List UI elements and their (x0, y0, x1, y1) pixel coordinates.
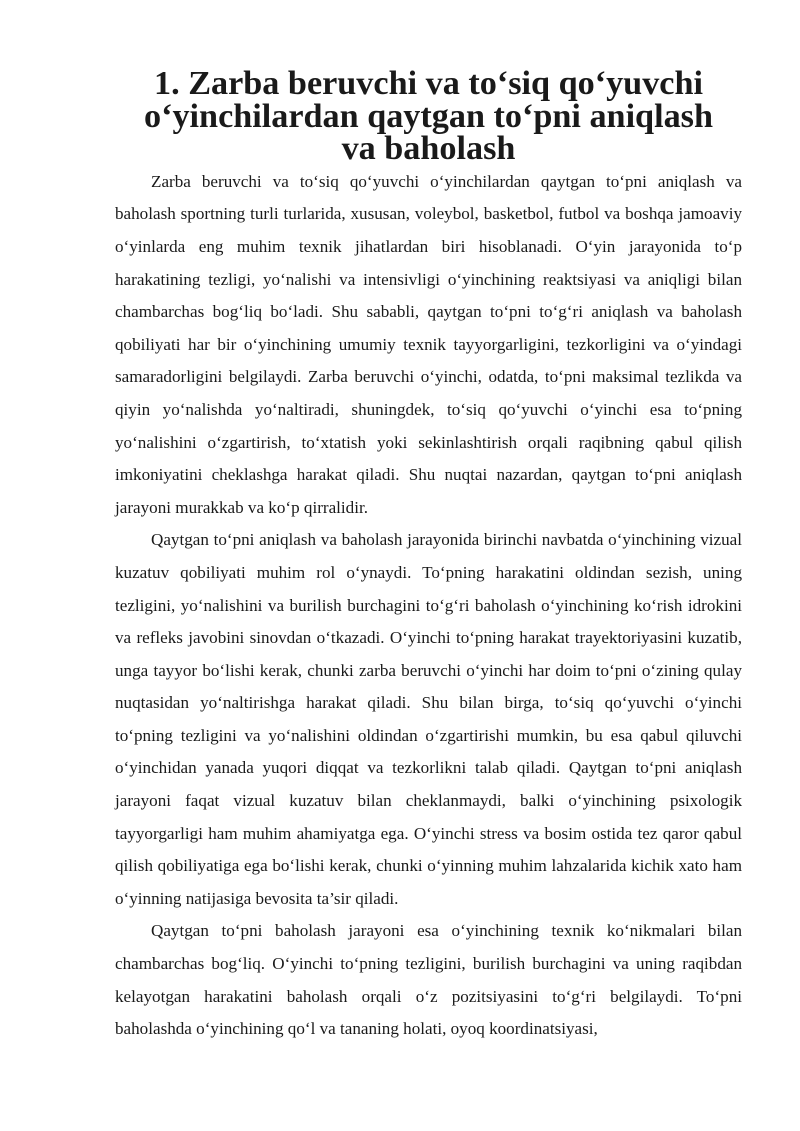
document-body (115, 65, 742, 1046)
section-heading (115, 65, 742, 168)
section-heading-line-2: va baholash (341, 130, 516, 168)
paragraph-1: Zarba beruvchi va to‘siq qo‘yuvchi o‘yinchilardan qaytgan to‘pni aniqlash va baholash sportning turli turlarida, xususan, voleybol, basketbol, futbol va boshqa jamoaviy o‘yinlarda eng muhim texnik jihatlardan biri hisoblanadi. O‘yin jarayonida to‘p harakatining tezligi, yo‘nalishi va intensivligi o‘yinchining reaktsiyasi va aniqligi bilan chambarchas bog‘liq bo‘ladi. Shu sababli, qaytgan to‘pni to‘g‘ri aniqlash va baholash qobiliyati har bir o‘yinchining umumiy texnik tayyorgarligini, tezkorligini va o‘yindagi samaradorligini belgilaydi. Zarba beruvchi o‘yinchi, odatda, to‘pni maksimal tezlikda va qiyin yo‘nalishda yo‘naltiradi, shuningdek, to‘siq qo‘yuvchi o‘yinchi esa to‘pning yo‘nalishini o‘zgartirish, to‘xtatish yoki sekinlashtirish orqali raqibning qabul qilish imkoniyatini cheklashga harakat qiladi. Shu nuqtai nazardan, qaytgan to‘pni aniqlash jarayoni murakkab va ko‘p qirralidir. (115, 171, 742, 517)
paragraph-3: Qaytgan to‘pni baholash jarayoni esa o‘yinchining texnik ko‘nikmalari bilan chambarchas bog‘liq. O‘yinchi to‘pning tezligini, burilish burchagini va uning raqibdan kelayotgan harakatini baholash orqali o‘z pozitsiyasini to‘g‘ri belgilaydi. To‘pni baholashda o‘yinchining qo‘l va tananing holati, oyoq koordinatsiyasi, (115, 921, 742, 1039)
paragraph-2: Qaytgan to‘pni aniqlash va baholash jarayonida birinchi navbatda o‘yinchining vizual kuzatuv qobiliyati muhim rol o‘ynaydi. To‘pning harakatini oldindan sezish, uning tezligini, yo‘nalishini va burilish burchagini to‘g‘ri baholash o‘yinchining ko‘rish idrokini va refleks javobini sinovdan o‘tkazadi. O‘yinchi to‘pning harakat trayektoriyasini kuzatib, unga tayyor bo‘lishi kerak, chunki zarba beruvchi o‘yinchi har doim to‘pni o‘zining qulay nuqtasidan yo‘naltirishga harakat qiladi. Shu bilan birga, to‘siq qo‘yuvchi o‘yinchi to‘pning tezligini va yo‘nalishini oldindan o‘zgartirishi mumkin, bu esa qabul qiluvchi o‘yinchidan yanada yuqori diqqat va tezkorlikni talab qiladi. Qaytgan to‘pni aniqlash jarayoni faqat vizual kuzatuv bilan cheklanmaydi, balki o‘yinchining psixologik tayyorgarligi ham muhim ahamiyatga ega. O‘yinchi stress va bosim ostida tez qaror qabul qilish qobiliyatiga ega bo‘lishi kerak, chunki o‘yinning muhim lahzalarida kichik xato ham o‘yinning natijasiga bevosita ta’sir qiladi. (115, 530, 742, 908)
section-heading-line-1: 1. Zarba beruvchi va to‘siq qo‘yuvchi o‘yinchilardan qaytgan to‘pni aniqlash (143, 65, 713, 135)
